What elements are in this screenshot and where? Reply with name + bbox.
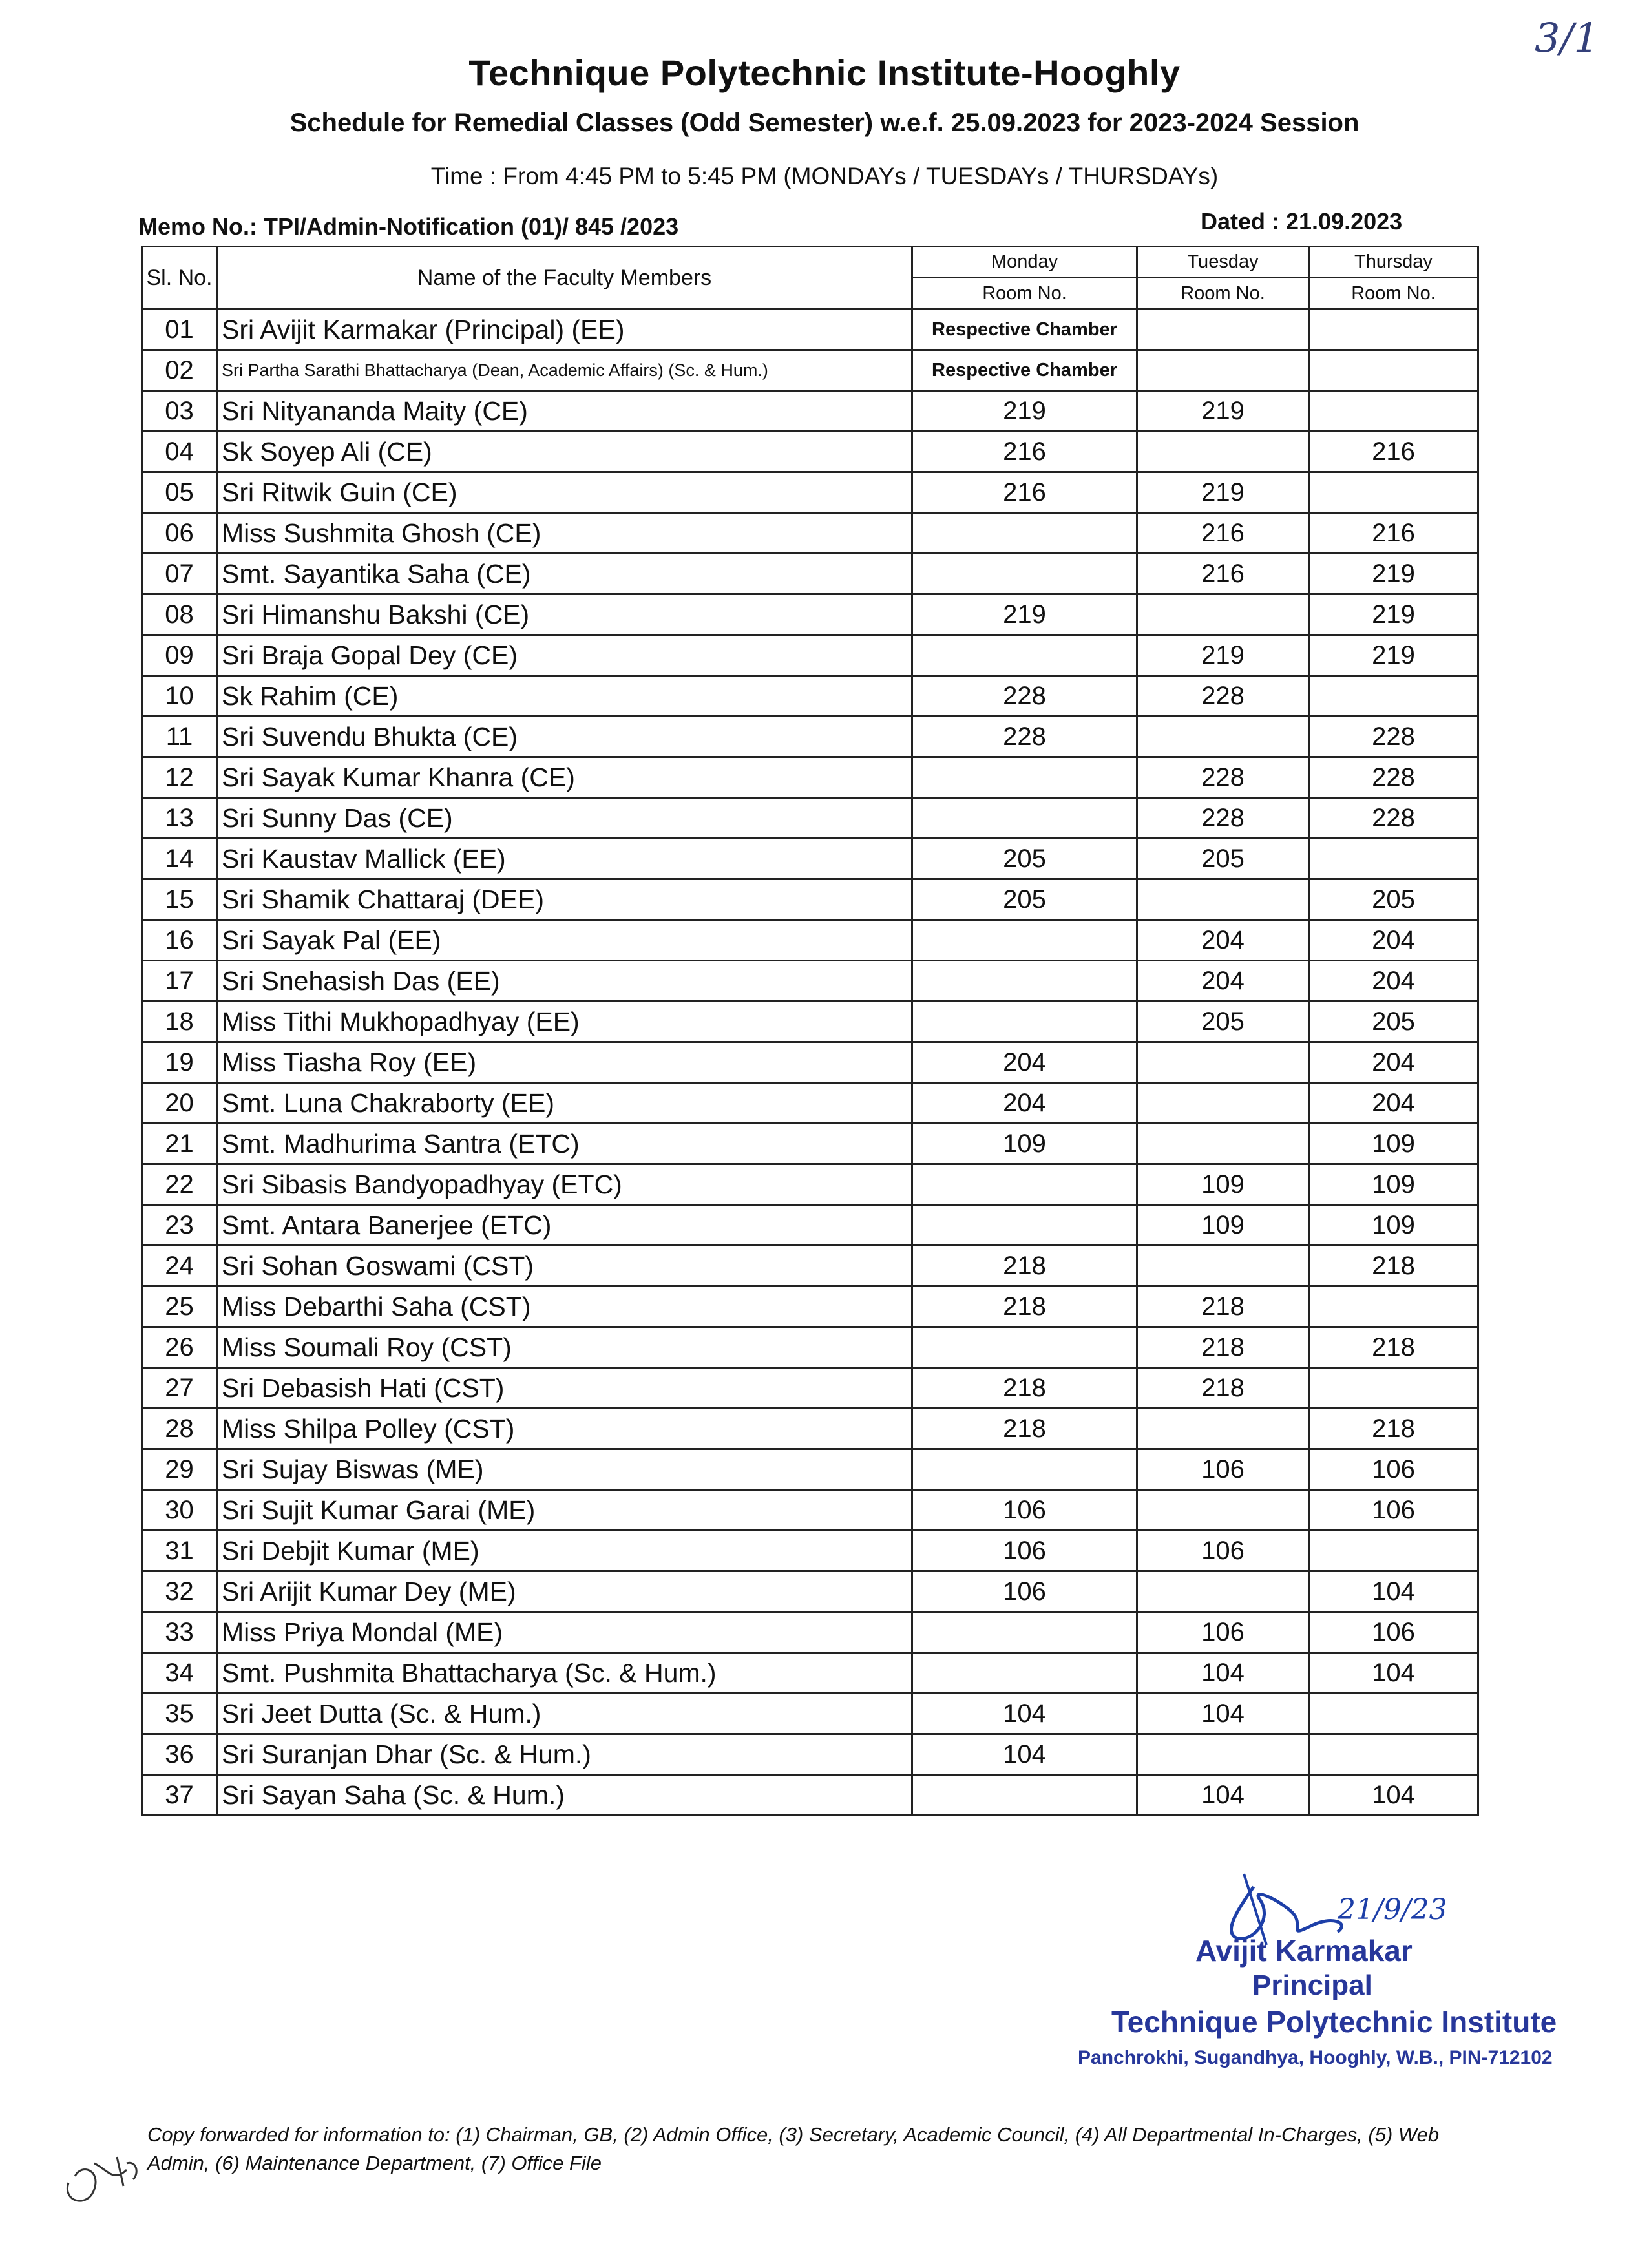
table-row bbox=[142, 1775, 1478, 1816]
monday-room-cell: 106 bbox=[912, 1490, 1137, 1531]
tuesday-room-cell bbox=[1137, 1083, 1309, 1124]
thursday-room-cell: 218 bbox=[1309, 1246, 1478, 1286]
tuesday-room-cell: 218 bbox=[1137, 1368, 1309, 1409]
faculty-name-cell: Sri Suvendu Bhukta (CE) bbox=[217, 717, 912, 757]
sl-no-cell: 22 bbox=[142, 1164, 217, 1205]
faculty-name-cell: Smt. Luna Chakraborty (EE) bbox=[217, 1083, 912, 1124]
thursday-room-cell: 228 bbox=[1309, 798, 1478, 839]
faculty-name-cell: Sri Debasish Hati (CST) bbox=[217, 1368, 912, 1409]
tuesday-room-cell: 106 bbox=[1137, 1449, 1309, 1490]
table-row bbox=[142, 1002, 1478, 1042]
table-row bbox=[142, 554, 1478, 594]
table-row bbox=[142, 310, 1478, 350]
tuesday-room-cell: 216 bbox=[1137, 554, 1309, 594]
table-row bbox=[142, 1734, 1478, 1775]
tuesday-room-cell: 109 bbox=[1137, 1164, 1309, 1205]
sl-no-cell: 10 bbox=[142, 676, 217, 717]
faculty-name-cell: Miss Priya Mondal (ME) bbox=[217, 1612, 912, 1653]
header-tuesday-room: Room No. bbox=[1137, 278, 1309, 310]
thursday-room-cell: 216 bbox=[1309, 513, 1478, 554]
table-row bbox=[142, 1409, 1478, 1449]
tuesday-room-cell: 218 bbox=[1137, 1286, 1309, 1327]
tuesday-room-cell: 219 bbox=[1137, 391, 1309, 432]
table-row bbox=[142, 1205, 1478, 1246]
monday-room-cell: 228 bbox=[912, 676, 1137, 717]
table-row bbox=[142, 757, 1478, 798]
faculty-name-cell: Sri Sayan Saha (Sc. & Hum.) bbox=[217, 1775, 912, 1816]
sl-no-cell: 27 bbox=[142, 1368, 217, 1409]
tuesday-room-cell: 205 bbox=[1137, 1002, 1309, 1042]
monday-room-cell: 104 bbox=[912, 1734, 1137, 1775]
tuesday-room-cell: 228 bbox=[1137, 798, 1309, 839]
monday-room-cell bbox=[912, 1002, 1137, 1042]
thursday-room-cell bbox=[1309, 391, 1478, 432]
thursday-room-cell: 104 bbox=[1309, 1571, 1478, 1612]
class-time: Time : From 4:45 PM to 5:45 PM (MONDAYs / TUESDAYs / THURSDAYs) bbox=[430, 163, 1219, 189]
faculty-name-cell: Sri Sohan Goswami (CST) bbox=[217, 1246, 912, 1286]
sl-no-cell: 26 bbox=[142, 1327, 217, 1368]
table-row bbox=[142, 350, 1478, 391]
header-thursday-room: Room No. bbox=[1309, 278, 1478, 310]
thursday-room-cell: 204 bbox=[1309, 920, 1478, 961]
faculty-name-cell: Sri Braja Gopal Dey (CE) bbox=[217, 635, 912, 676]
thursday-room-cell: 204 bbox=[1309, 961, 1478, 1002]
monday-room-cell: 219 bbox=[912, 594, 1137, 635]
monday-room-cell: Respective Chamber bbox=[912, 350, 1137, 391]
thursday-room-cell: 204 bbox=[1309, 1042, 1478, 1083]
thursday-room-cell: 104 bbox=[1309, 1653, 1478, 1694]
table-row bbox=[142, 1327, 1478, 1368]
monday-room-cell: 106 bbox=[912, 1571, 1137, 1612]
faculty-name-cell: Sri Jeet Dutta (Sc. & Hum.) bbox=[217, 1694, 912, 1734]
faculty-name-cell: Miss Tithi Mukhopadhyay (EE) bbox=[217, 1002, 912, 1042]
monday-room-cell bbox=[912, 1205, 1137, 1246]
faculty-name-cell: Sk Soyep Ali (CE) bbox=[217, 432, 912, 472]
faculty-name-cell: Miss Sushmita Ghosh (CE) bbox=[217, 513, 912, 554]
sl-no-cell: 18 bbox=[142, 1002, 217, 1042]
sl-no-cell: 34 bbox=[142, 1653, 217, 1694]
thursday-room-cell: 109 bbox=[1309, 1164, 1478, 1205]
table-row bbox=[142, 1571, 1478, 1612]
tuesday-room-cell bbox=[1137, 1042, 1309, 1083]
faculty-name-cell: Smt. Madhurima Santra (ETC) bbox=[217, 1124, 912, 1164]
table-row bbox=[142, 1612, 1478, 1653]
faculty-name-cell: Smt. Sayantika Saha (CE) bbox=[217, 554, 912, 594]
monday-room-cell bbox=[912, 920, 1137, 961]
monday-room-cell: 204 bbox=[912, 1042, 1137, 1083]
sl-no-cell: 03 bbox=[142, 391, 217, 432]
table-row bbox=[142, 513, 1478, 554]
faculty-name-cell: Sri Shamik Chattaraj (DEE) bbox=[217, 879, 912, 920]
table-row bbox=[142, 920, 1478, 961]
header-tuesday: Tuesday bbox=[1137, 247, 1309, 278]
table-row bbox=[142, 594, 1478, 635]
header-sl-no: Sl. No. bbox=[142, 247, 217, 310]
monday-room-cell bbox=[912, 554, 1137, 594]
thursday-room-cell: 219 bbox=[1309, 554, 1478, 594]
faculty-name-cell: Sri Debjit Kumar (ME) bbox=[217, 1531, 912, 1571]
thursday-room-cell: 106 bbox=[1309, 1490, 1478, 1531]
monday-room-cell: 218 bbox=[912, 1409, 1137, 1449]
thursday-room-cell bbox=[1309, 839, 1478, 879]
tuesday-room-cell bbox=[1137, 350, 1309, 391]
faculty-name-cell: Sri Snehasish Das (EE) bbox=[217, 961, 912, 1002]
stamp-institute: Technique Polytechnic Institute bbox=[1111, 2005, 1557, 2039]
table-row bbox=[142, 1490, 1478, 1531]
tuesday-room-cell: 205 bbox=[1137, 839, 1309, 879]
table-row bbox=[142, 1124, 1478, 1164]
sl-no-cell: 24 bbox=[142, 1246, 217, 1286]
remedial-schedule-table bbox=[141, 246, 1479, 1816]
monday-room-cell bbox=[912, 1775, 1137, 1816]
sl-no-cell: 28 bbox=[142, 1409, 217, 1449]
sl-no-cell: 37 bbox=[142, 1775, 217, 1816]
thursday-room-cell bbox=[1309, 472, 1478, 513]
faculty-name-cell: Sri Sujay Biswas (ME) bbox=[217, 1449, 912, 1490]
thursday-room-cell: 205 bbox=[1309, 879, 1478, 920]
sl-no-cell: 07 bbox=[142, 554, 217, 594]
sl-no-cell: 33 bbox=[142, 1612, 217, 1653]
monday-room-cell bbox=[912, 757, 1137, 798]
stamp-name: Avijit Karmakar bbox=[1195, 1934, 1413, 1968]
sl-no-cell: 12 bbox=[142, 757, 217, 798]
tuesday-room-cell bbox=[1137, 432, 1309, 472]
tuesday-room-cell bbox=[1137, 1409, 1309, 1449]
faculty-name-cell: Sri Avijit Karmakar (Principal) (EE) bbox=[217, 310, 912, 350]
monday-room-cell bbox=[912, 1653, 1137, 1694]
header-faculty-name: Name of the Faculty Members bbox=[217, 247, 912, 310]
thursday-room-cell: 218 bbox=[1309, 1409, 1478, 1449]
tuesday-room-cell bbox=[1137, 1124, 1309, 1164]
sl-no-cell: 32 bbox=[142, 1571, 217, 1612]
tuesday-room-cell: 104 bbox=[1137, 1694, 1309, 1734]
faculty-name-cell: Miss Soumali Roy (CST) bbox=[217, 1327, 912, 1368]
tuesday-room-cell bbox=[1137, 1571, 1309, 1612]
tuesday-room-cell: 204 bbox=[1137, 920, 1309, 961]
tuesday-room-cell: 219 bbox=[1137, 472, 1309, 513]
tuesday-room-cell: 219 bbox=[1137, 635, 1309, 676]
faculty-name-cell: Sri Himanshu Bakshi (CE) bbox=[217, 594, 912, 635]
sl-no-cell: 04 bbox=[142, 432, 217, 472]
monday-room-cell bbox=[912, 1164, 1137, 1205]
institute-title: Technique Polytechnic Institute-Hooghly bbox=[468, 52, 1181, 93]
table-row bbox=[142, 879, 1478, 920]
monday-room-cell: 204 bbox=[912, 1083, 1137, 1124]
tuesday-room-cell bbox=[1137, 1246, 1309, 1286]
tuesday-room-cell: 109 bbox=[1137, 1205, 1309, 1246]
faculty-name-cell: Sri Sayak Pal (EE) bbox=[217, 920, 912, 961]
thursday-room-cell bbox=[1309, 1368, 1478, 1409]
monday-room-cell: 205 bbox=[912, 879, 1137, 920]
faculty-name-cell: Miss Debarthi Saha (CST) bbox=[217, 1286, 912, 1327]
monday-room-cell: 219 bbox=[912, 391, 1137, 432]
tuesday-room-cell bbox=[1137, 879, 1309, 920]
header-thursday: Thursday bbox=[1309, 247, 1478, 278]
stamp-address: Panchrokhi, Sugandhya, Hooghly, W.B., PIN-712102 bbox=[1078, 2047, 1553, 2068]
monday-room-cell: 106 bbox=[912, 1531, 1137, 1571]
thursday-room-cell bbox=[1309, 1286, 1478, 1327]
thursday-room-cell: 228 bbox=[1309, 717, 1478, 757]
thursday-room-cell: 205 bbox=[1309, 1002, 1478, 1042]
sl-no-cell: 23 bbox=[142, 1205, 217, 1246]
monday-room-cell bbox=[912, 1612, 1137, 1653]
sl-no-cell: 36 bbox=[142, 1734, 217, 1775]
faculty-name-cell: Sk Rahim (CE) bbox=[217, 676, 912, 717]
faculty-name-cell: Sri Partha Sarathi Bhattacharya (Dean, Academic Affairs) (Sc. & Hum.) bbox=[217, 350, 912, 391]
thursday-room-cell bbox=[1309, 350, 1478, 391]
monday-room-cell: 218 bbox=[912, 1368, 1137, 1409]
monday-room-cell: 109 bbox=[912, 1124, 1137, 1164]
sl-no-cell: 19 bbox=[142, 1042, 217, 1083]
table-row bbox=[142, 1653, 1478, 1694]
monday-room-cell: Respective Chamber bbox=[912, 310, 1137, 350]
thursday-room-cell bbox=[1309, 676, 1478, 717]
thursday-room-cell: 109 bbox=[1309, 1124, 1478, 1164]
table-row bbox=[142, 1368, 1478, 1409]
table-row bbox=[142, 635, 1478, 676]
tuesday-room-cell: 228 bbox=[1137, 757, 1309, 798]
sl-no-cell: 01 bbox=[142, 310, 217, 350]
monday-room-cell bbox=[912, 1327, 1137, 1368]
table-row bbox=[142, 798, 1478, 839]
table-row bbox=[142, 676, 1478, 717]
monday-room-cell: 228 bbox=[912, 717, 1137, 757]
sl-no-cell: 14 bbox=[142, 839, 217, 879]
table-row bbox=[142, 1449, 1478, 1490]
sl-no-cell: 08 bbox=[142, 594, 217, 635]
sl-no-cell: 20 bbox=[142, 1083, 217, 1124]
faculty-name-cell: Sri Sujit Kumar Garai (ME) bbox=[217, 1490, 912, 1531]
faculty-name-cell: Sri Sayak Kumar Khanra (CE) bbox=[217, 757, 912, 798]
table-row bbox=[142, 1042, 1478, 1083]
sl-no-cell: 30 bbox=[142, 1490, 217, 1531]
monday-room-cell bbox=[912, 1449, 1137, 1490]
sl-no-cell: 16 bbox=[142, 920, 217, 961]
sl-no-cell: 06 bbox=[142, 513, 217, 554]
sl-no-cell: 09 bbox=[142, 635, 217, 676]
faculty-name-cell: Sri Ritwik Guin (CE) bbox=[217, 472, 912, 513]
thursday-room-cell bbox=[1309, 1531, 1478, 1571]
monday-room-cell: 216 bbox=[912, 472, 1137, 513]
thursday-room-cell: 216 bbox=[1309, 432, 1478, 472]
table-row bbox=[142, 1083, 1478, 1124]
sl-no-cell: 17 bbox=[142, 961, 217, 1002]
tuesday-room-cell: 104 bbox=[1137, 1653, 1309, 1694]
sl-no-cell: 35 bbox=[142, 1694, 217, 1734]
tuesday-room-cell: 218 bbox=[1137, 1327, 1309, 1368]
sl-no-cell: 25 bbox=[142, 1286, 217, 1327]
faculty-name-cell: Sri Suranjan Dhar (Sc. & Hum.) bbox=[217, 1734, 912, 1775]
monday-room-cell bbox=[912, 961, 1137, 1002]
tuesday-room-cell bbox=[1137, 310, 1309, 350]
thursday-room-cell: 228 bbox=[1309, 757, 1478, 798]
monday-room-cell: 218 bbox=[912, 1246, 1137, 1286]
sl-no-cell: 29 bbox=[142, 1449, 217, 1490]
faculty-name-cell: Sri Kaustav Mallick (EE) bbox=[217, 839, 912, 879]
thursday-room-cell: 218 bbox=[1309, 1327, 1478, 1368]
sl-no-cell: 05 bbox=[142, 472, 217, 513]
monday-room-cell: 216 bbox=[912, 432, 1137, 472]
sl-no-cell: 13 bbox=[142, 798, 217, 839]
sl-no-cell: 02 bbox=[142, 350, 217, 391]
faculty-name-cell: Sri Sunny Das (CE) bbox=[217, 798, 912, 839]
monday-room-cell bbox=[912, 798, 1137, 839]
thursday-room-cell: 106 bbox=[1309, 1612, 1478, 1653]
tuesday-room-cell: 106 bbox=[1137, 1531, 1309, 1571]
monday-room-cell bbox=[912, 513, 1137, 554]
tuesday-room-cell: 104 bbox=[1137, 1775, 1309, 1816]
faculty-name-cell: Miss Shilpa Polley (CST) bbox=[217, 1409, 912, 1449]
faculty-name-cell: Sri Sibasis Bandyopadhyay (ETC) bbox=[217, 1164, 912, 1205]
table-row bbox=[142, 961, 1478, 1002]
table-row bbox=[142, 1694, 1478, 1734]
thursday-room-cell: 204 bbox=[1309, 1083, 1478, 1124]
schedule-subtitle: Schedule for Remedial Classes (Odd Semester) w.e.f. 25.09.2023 for 2023-2024 Session bbox=[289, 109, 1360, 137]
memo-date: Dated : 21.09.2023 bbox=[1201, 208, 1403, 235]
table-row bbox=[142, 1286, 1478, 1327]
monday-room-cell: 218 bbox=[912, 1286, 1137, 1327]
sl-no-cell: 31 bbox=[142, 1531, 217, 1571]
handwritten-initials bbox=[56, 2125, 152, 2221]
header-monday: Monday bbox=[912, 247, 1137, 278]
tuesday-room-cell bbox=[1137, 1734, 1309, 1775]
thursday-room-cell: 104 bbox=[1309, 1775, 1478, 1816]
thursday-room-cell: 106 bbox=[1309, 1449, 1478, 1490]
sl-no-cell: 21 bbox=[142, 1124, 217, 1164]
faculty-name-cell: Miss Tiasha Roy (EE) bbox=[217, 1042, 912, 1083]
sl-no-cell: 15 bbox=[142, 879, 217, 920]
tuesday-room-cell: 204 bbox=[1137, 961, 1309, 1002]
faculty-name-cell: Smt. Pushmita Bhattacharya (Sc. & Hum.) bbox=[217, 1653, 912, 1694]
faculty-name-cell: Sri Arijit Kumar Dey (ME) bbox=[217, 1571, 912, 1612]
thursday-room-cell: 219 bbox=[1309, 635, 1478, 676]
monday-room-cell: 205 bbox=[912, 839, 1137, 879]
thursday-room-cell: 219 bbox=[1309, 594, 1478, 635]
signature-date: 21/9/23 bbox=[1338, 1893, 1447, 1926]
faculty-name-cell: Smt. Antara Banerjee (ETC) bbox=[217, 1205, 912, 1246]
memo-number: Memo No.: TPI/Admin-Notification (01)/ 845 /2023 bbox=[138, 213, 679, 240]
tuesday-room-cell bbox=[1137, 717, 1309, 757]
monday-room-cell bbox=[912, 635, 1137, 676]
table-row bbox=[142, 1531, 1478, 1571]
faculty-name-cell: Sri Nityananda Maity (CE) bbox=[217, 391, 912, 432]
table-row bbox=[142, 1164, 1478, 1205]
table-row bbox=[142, 1246, 1478, 1286]
table-row bbox=[142, 432, 1478, 472]
thursday-room-cell bbox=[1309, 310, 1478, 350]
sl-no-cell: 11 bbox=[142, 717, 217, 757]
table-row bbox=[142, 717, 1478, 757]
thursday-room-cell bbox=[1309, 1734, 1478, 1775]
thursday-room-cell bbox=[1309, 1694, 1478, 1734]
header-monday-room: Room No. bbox=[912, 278, 1137, 310]
tuesday-room-cell: 228 bbox=[1137, 676, 1309, 717]
tuesday-room-cell bbox=[1137, 594, 1309, 635]
tuesday-room-cell: 106 bbox=[1137, 1612, 1309, 1653]
tuesday-room-cell: 216 bbox=[1137, 513, 1309, 554]
page-number: 3/1 bbox=[1535, 14, 1599, 61]
monday-room-cell: 104 bbox=[912, 1694, 1137, 1734]
thursday-room-cell: 109 bbox=[1309, 1205, 1478, 1246]
tuesday-room-cell bbox=[1137, 1490, 1309, 1531]
table-row bbox=[142, 391, 1478, 432]
copy-forwarded-note: Copy forwarded for information to: (1) Chairman, GB, (2) Admin Office, (3) Secretary, Academic Council, (4) All Departmental In-Charges, (5) Web Admin, (6) Maintenance Department, (7) Office File bbox=[147, 2123, 1440, 2174]
table-row bbox=[142, 472, 1478, 513]
stamp-designation: Principal bbox=[1252, 1969, 1372, 2001]
table-row bbox=[142, 839, 1478, 879]
